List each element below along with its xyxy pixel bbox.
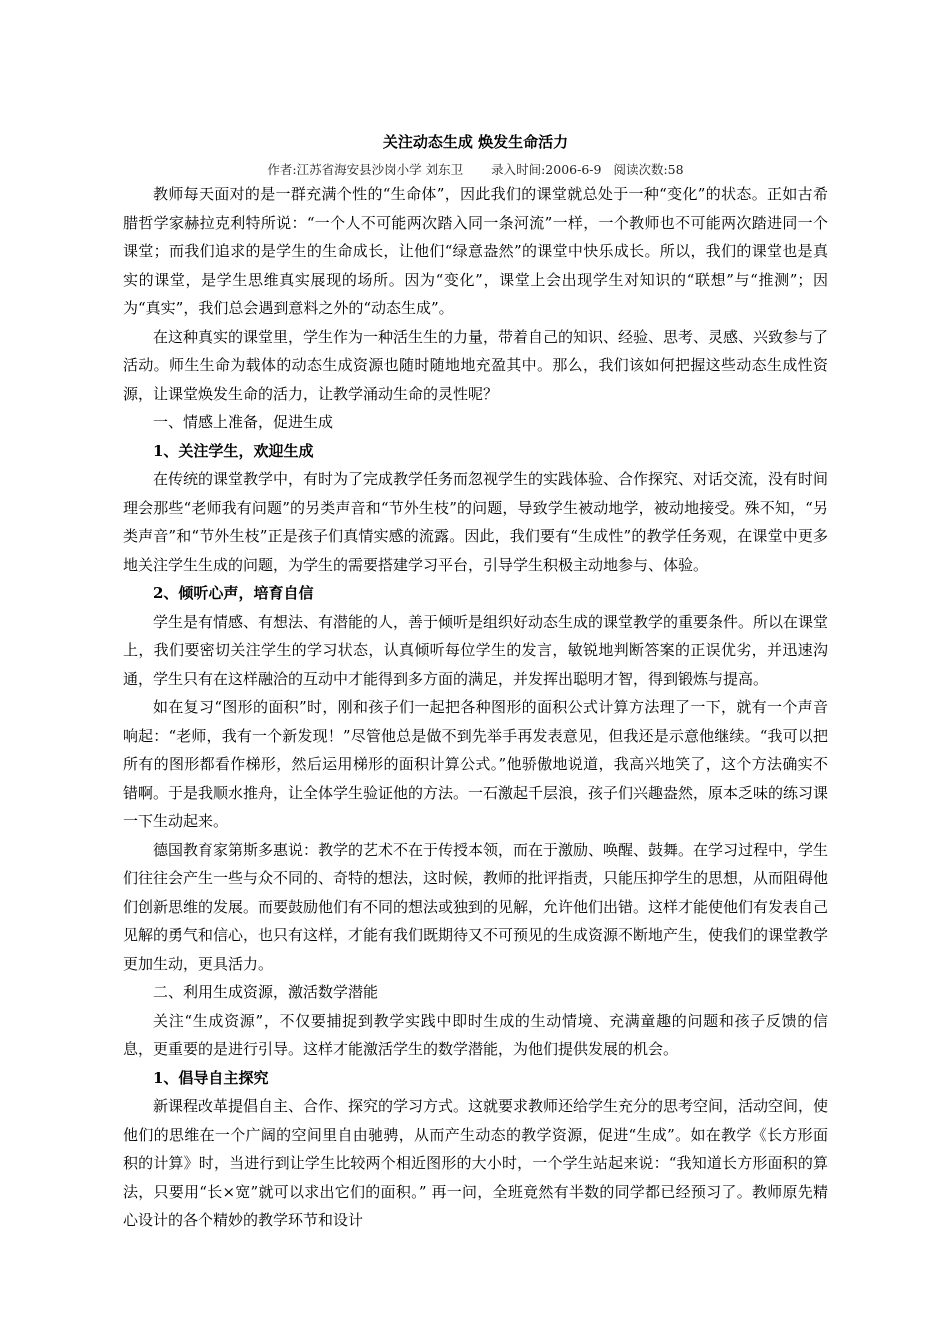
paragraph: 新课程改革提倡自主、合作、探究的学习方式。这就要求教师还给学生充分的思考空间，活动空间，使他们的思维在一个广阔的空间里自由驰骋，从而产生动态的教学资源，促进“生成”。如在教学《长方形面积的计算》时，当进行到让学生比较两个相近图形的大小时，一个学生站起来说：“我知道长方形面积的算法，只要用“长×宽”就可以求出它们的面积。” 再一问，全班竟然有半数的同学都已经预习了。教师原先精心设计的各个精妙的教学环节和设计 [123, 1097, 829, 1229]
article-meta [123, 160, 828, 180]
paragraph: 如在复习“图形的面积”时，刚和孩子们一起把各种图形的面积公式计算方法理了一下，就有一个声音响起：“老师，我有一个新发现！”尽管他总是做不到先举手再发表意见，但我还是示意他继续。“我可以把所有的图形都看作梯形，然后运用梯形的面积计算公式。”他骄傲地说道，我高兴地笑了，这个方法确实不错啊。于是我顺水推舟，让全体学生验证他的方法。一石激起千层浪，孩子们兴趣盎然，原本乏味的练习课一下生动起来。 [123, 698, 829, 830]
meta-reads: 阅读次数:58 [613, 162, 684, 177]
subsection-heading: 2、倾听心声，培育自信 [153, 584, 314, 602]
paragraph: 教师每天面对的是一群充满个性的“生命体”，因此我们的课堂就总处于一种“变化”的状态。正如古希腊哲学家赫拉克利特所说：“一个人不可能两次踏入同一条河流”一样，一个教师也不可能两次踏进同一个课堂；而我们追求的是学生的生命成长，让他们“绿意盎然”的课堂中快乐成长。所以，我们的课堂也是真实的课堂，是学生思维真实展现的场所。因为“变化”，课堂上会出现学生对知识的“联想”与“推测”；因为“真实”，我们总会遇到意料之外的“动态生成”。 [123, 185, 828, 317]
paragraph: 学生是有情感、有想法、有潜能的人，善于倾听是组织好动态生成的课堂教学的重要条件。所以在课堂上，我们要密切关注学生的学习状态，认真倾听每位学生的发言，敏锐地判断答案的正误优劣，并迅速沟通，学生只有在这样融洽的互动中才能得到多方面的满足，并发挥出聪明才智，得到锻炼与提高。 [123, 612, 829, 688]
paragraph: 在传统的课堂教学中，有时为了完成教学任务而忽视学生的实践体验、合作探究、对话交流，没有时间理会那些“老师我有问题”的另类声音和“节外生枝”的问题，导致学生被动地学，被动地接受。殊不知，“另类声音”和“节外生枝”正是孩子们真情实感的流露。因此，我们要有“生成性”的教学任务观，在课堂中更多地关注学生生成的问题，为学生的需要搭建学习平台，引导学生积极主动地参与、体验。 [123, 470, 829, 574]
meta-date: 录入时间:2006-6-9 [491, 162, 602, 177]
paragraph: 关注“生成资源”，不仅要捕捉到教学实践中即时生成的生动情境、充满童趣的问题和孩子反馈的信息，更重要的是进行引导。这样才能激活学生的数学潜能，为他们提供发展的机会。 [123, 1011, 828, 1058]
subsection-heading: 1、关注学生，欢迎生成 [153, 441, 314, 460]
paragraph: 在这种真实的课堂里，学生作为一种活生生的力量，带着自己的知识、经验、思考、灵感、兴致参与了活动。师生生命为载体的动态生成资源也随时随地地充盈其中。那么，我们该如何把握这些动态生成性资源，让课堂焕发生命的活力，让教学涌动生命的灵性呢？ [123, 327, 829, 403]
section-heading: 一、情感上准备，促进生成 [153, 413, 334, 431]
subsection-heading: 1、倡导自主探究 [153, 1068, 269, 1087]
article-title: 关注动态生成 焕发生命活力 [382, 133, 569, 151]
document-page [123, 128, 828, 1235]
section-heading: 二、利用生成资源，激活数学潜能 [153, 983, 379, 1001]
meta-author: 作者:江苏省海安县沙岗小学 刘东卫 [267, 162, 464, 177]
paragraph: 德国教育家第斯多惠说：教学的艺术不在于传授本领，而在于激励、唤醒、鼓舞。在学习过程中，学生们往往会产生一些与众不同的、奇特的想法，这时候，教师的批评指责，只能压抑学生的思想，从而阻碍他们创新思维的发展。而要鼓励他们有不同的想法或独到的见解，允许他们出错。这样才能使他们有发表自己见解的勇气和信心，也只有这样，才能有我们既期待又不可预见的生成资源不断地产生，使我们的课堂教学更加生动，更具活力。 [123, 840, 829, 973]
